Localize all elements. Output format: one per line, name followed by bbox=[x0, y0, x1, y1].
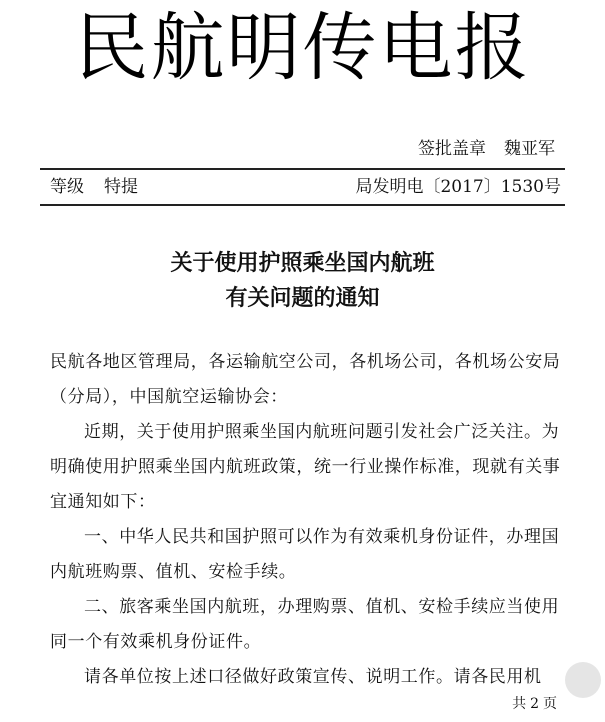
approval-label: 签批盖章 bbox=[418, 139, 486, 159]
page-count bbox=[512, 694, 557, 714]
grade-value: 特提 bbox=[104, 177, 138, 197]
header-rule-top bbox=[40, 168, 565, 170]
grade-block bbox=[50, 174, 138, 200]
addressee-paragraph: 民航各地区管理局，各运输航空公司，各机场公司，各机场公安局（分局），中国航空运输协会： bbox=[50, 352, 561, 407]
grade-label: 等级 bbox=[50, 177, 84, 197]
page-count-unit: 页 bbox=[543, 696, 557, 712]
item-1-paragraph: 一、中华人民共和国护照可以作为有效乘机身份证件，办理国内航班购票、值机、安检手续。 bbox=[50, 527, 560, 582]
masthead-title: 民航明传电报 bbox=[74, 5, 531, 91]
watermark-mark bbox=[565, 662, 601, 698]
item-2-paragraph: 二、旅客乘坐国内航班，办理购票、值机、安检手续应当使用同一个有效乘机身份证件。 bbox=[50, 597, 560, 652]
page-count-number: 2 bbox=[530, 696, 539, 712]
page-count-prefix: 共 bbox=[512, 696, 527, 712]
notice-body bbox=[50, 345, 565, 695]
notice-title-line-2: 有关问题的通知 bbox=[225, 286, 380, 311]
notice-title-line-1: 关于使用护照乘坐国内航班 bbox=[170, 251, 435, 276]
approval-block bbox=[418, 137, 555, 161]
closing-paragraph: 请各单位按上述口径做好政策宣传、说明工作。请各民用机 bbox=[84, 667, 542, 687]
meta-row bbox=[50, 174, 565, 200]
intro-paragraph: 近期，关于使用护照乘坐国内航班问题引发社会广泛关注。为明确使用护照乘坐国内航班政策，统一行业操作标准，现就有关事宜通知如下： bbox=[50, 422, 561, 512]
header-rule-bottom bbox=[40, 204, 565, 206]
document-number: 局发明电〔2017〕1530号 bbox=[355, 177, 561, 197]
approval-signer: 魏亚军 bbox=[504, 139, 555, 159]
